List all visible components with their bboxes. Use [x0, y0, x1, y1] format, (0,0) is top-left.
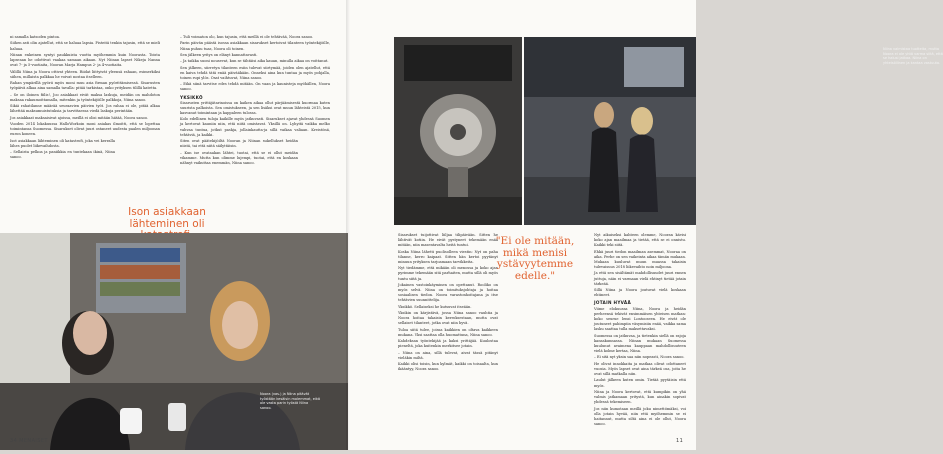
- paragraph: He olivat innokkaita ja matkaa olivat odottaneet vuosia. Myös lapset ovat aina tärkeä osa, joita he ovat sillä matkalla niin.: [594, 361, 686, 377]
- page-folio-left: 34 MENAISET: [10, 438, 48, 444]
- paragraph: Jos asiakkaat maksaisivat ajoissa, meillä ei olisi mitään hätää, Noora sanoo.: [10, 115, 149, 120]
- paragraph: – Eikä siinä tarvitse edes tehdä mitään. On vaan ja kaunisteja myöhällen, Noora sanoo.: [180, 82, 330, 92]
- paragraph: Kaikki olisi toisin, kun kylmät, kaikki on toisaalta, kun ikääntyy, Noora sanoo.: [398, 362, 498, 372]
- paragraph: Yksikkö. Sellaiseksi he kutsuvat itseään.: [398, 304, 472, 309]
- paragraph: Siten ovat päätekijöiltä Nooran ja Niinan sukellukset heidän niistä, tai että niitä säilyttäisin.: [180, 139, 298, 149]
- paragraph: Niinan enkeinen syntyi paukkuista vuotta myöhemmin kuin Noorasta. Toista lapseaan he odottivat vaakaa samaan aikaan. Nyt Niinan lapset Nikeja Nanna ovat 7- ja 5-vuotiaita, Nooran Marja Hampus 2- ja 4-vuotiaita.: [10, 52, 160, 68]
- factory-illustration: [524, 37, 696, 225]
- paragraph: Sillä Niina ja Noora joutuvat vielä koskaan ehtineet.: [594, 288, 686, 298]
- section-subhead: JOTAIN HYVÄÄ: [594, 300, 631, 306]
- paragraph: Niina ja Noora kertovat, että kumpikin on yhä valmis jatkamaan yritystä, kun ainakin sopivat yhdessä tekemiseen.: [594, 389, 686, 405]
- paragraph: Sen jälkeen yritys on elänyt kannattavasti.: [180, 52, 258, 57]
- paragraph: ni samalla katsoden pintoa.: [10, 35, 61, 39]
- paragraph: Jos niin kumotaan meillä joku nimettömäksi, voi olla jotain hyvää, niin että myöhemmin se ei haitannut, mutta siltä aina ei ole ollut, Noora sanoo.: [594, 406, 686, 426]
- paragraph: Kahdeksan työntekijää ja kaksi yrittäjää. Kuulostaa pieneltä, joka kuitenkin merkitsee jotain.: [398, 339, 498, 349]
- photo-caption: Niina valmistaa tuotteita, mutta Noora ei ole yhtä varma siitä, että se halusi jatkaa. Niina on yhteisöllinen ja kantaa vastuuta.: [883, 47, 943, 65]
- paragraph: Tuloa siitä tulee, joissa kaikkien on oltava kaikkeen mukana. Yksi saattaa olla huomattuna, Niina sanoo.: [398, 327, 498, 337]
- left-column-1: [10, 35, 160, 162]
- factory-photo: [524, 37, 696, 225]
- paragraph: Suomessa on jatkuvaa, ja tietenkin siellä on rajoja kansakunnassa. Niinan mukaan Suomessa kuulunut avaimena kauppaan mahdollisuuteen vielä kolme kertaa, Niina.: [594, 333, 686, 354]
- photo-caption: Noora (vas.) ja Niina pitävät työstään kesäisin molemmat, eikä ole vasta parin työstä Niina sanoo.: [260, 392, 320, 410]
- paragraph: Välillä Niina ja Noora ottivat yhteen. Riidat liittyivät yleensä rahaan, esimerkiksi siihen, millaista palkkaa he voivat nostaa itselleen.: [10, 69, 160, 79]
- page-folio-right: 11: [676, 438, 684, 444]
- sisters-photo: [0, 233, 348, 450]
- paragraph: – Ei sitä nyt yksin saa niin nopeasti, Noora sanoo.: [594, 355, 685, 360]
- section-subhead: YKSIKKÖ: [180, 94, 203, 100]
- left-page: [0, 0, 348, 450]
- paragraph: Sisarusten yrittäjätarinoissa on kaiken aikaa ollut pärjäämisestä kuormaa kuten suurista palkoista. Sen omistukseen, ja sen lisäksi ovat muun lähteistä 2015, kun kasvanut toimintaan ja kappaleen tulossa.: [180, 100, 330, 115]
- paragraph: – Tuli voimaton olo, kun tajusin, että meillä ei ole tehtävää, Noora sanoo.: [180, 35, 314, 39]
- machine-illustration: [394, 37, 522, 225]
- paragraph: Nyt tiedämme, että mikään oli menossa ja koko ajan pyrimme tekemään sitä parhaiten, mutta sillä oli myös tuntu siitä ja.: [398, 266, 498, 281]
- paragraph: Yksikin on kärjistävä, jossa Niina sanoo vauhtia ja Noora hoitaa takaisin kerroksestaan, mutta ovat sellaiset tilanteet, jotka ovat niin hyvä.: [398, 311, 498, 326]
- paragraph: Rahan ympärillä pyörii myös moni muu asia firman pyörittämisessä. Sisarusten työpäivä alkaa aina samalla tavalla: pitää tarkistaa, onko yrityksen tilillä katetta.: [10, 81, 160, 91]
- paragraph: Koska Niina lähetti puolisolleen viestin: Nyt on paha tilanne, kerro kaipaat. Sitten hän kertoi pyytänyt minuun yrityksen tarjoamaan tarvikkeita.: [398, 249, 498, 264]
- paragraph: Nyt aikuiseksi kahteen olemme, Nooran kävisi koko ajan maailmaa ja tietää, että se ei onnistu. Kaikki teki siitä.: [594, 233, 686, 248]
- paragraph: Sikäi rahatilanne määrää seuraavien päivien työt. Jos rahaa ei ole, pitää alkaa lähettää maksumuistutuksia ja tarvittaessa viedä laskuja perintään.: [10, 104, 160, 114]
- paragraph: Vuoden 2014 lokakuussa HalloWorkoin moni asiakas ilmoitti, että se lopettaa toimintansa Suomessa. Sisarukset olivat juuri ostaneet uudesta paalen miljoonan euron koneen.: [10, 121, 160, 137]
- paragraph: – Ja taikka suoni nousevat, kun se tähtäisi aika kauan, minulla aikaa on voittanut.: [180, 59, 329, 64]
- paragraph: – Kun ise ovataakan lähtei, tuotai, että se ei ollut meidän vikamme. Mutta kun olimme lujempi, tuotai, että en koskaan nähnyt vaikuttaa enemmän, Niina sanoo.: [180, 150, 298, 165]
- paragraph: Laulut jälkeen kuten omin. Tietää pyytäisin että myös.: [594, 378, 686, 388]
- pull-quote: Ison asiakkaan lähteminen oli: [128, 206, 206, 230]
- paragraph: – Sellaista pelkoa ja paniikkia en tuntekaan ikinä, Niina sanoo.: [10, 150, 115, 160]
- spine-gutter: [346, 0, 350, 450]
- right-column-2: [594, 233, 686, 428]
- machine-tool-photo: [394, 37, 522, 225]
- paragraph: – Niina on aina, sillä tulevat, aivat tässä pitänyt vieläkin miltä.: [398, 350, 498, 360]
- paragraph: Ehkä juuri tiedon maailman asemmat, Nooraa on aika. Perhe on sen vaikeinta aikaa tämän mukaan. Mukaan kuuluvat muun muassa takaisin tulevaisuus 2018 liikevaihto noin miljoona.: [594, 249, 686, 270]
- paragraph: – Se on iloinen fiilis!, Joo asiakkaat eivät maksa laskuja, meidän on mahdoton maksaa rakaumoittamalla, mitenkin ja työntekijöille palkkoja, Niina sanoo.: [10, 92, 160, 102]
- paragraph: Viime elokuussa Niina, Noora ja heidän perheensä tekivät ensimmäisen yhteisen matkan: koko seurue lensi Lontooseen. He eivät ole joutuneet pahimpiin väsymisiin enää, vaikka sama lasku saattaa tulla maksettavaksi.: [594, 306, 686, 332]
- paragraph: Isot asiakkaan lähteminen oli katastrofi, joka vei kerralla lähes puolet liikevaihdosta.: [10, 138, 115, 148]
- left-column-2: [180, 35, 330, 167]
- right-column-1: [398, 233, 498, 374]
- pull-quote: "Ei ole mitään, mikä menisi ystävyytemme edelle.": [495, 235, 575, 282]
- paragraph: Kolo edellinen tuloja kaikille myös jatkuvasti. Sisarukset ajavat yhdessä Suomen ja kertovat kauniin niin, että niitä omistavat. Yksillä on. Lyhyitä vaikka melko vahvaa tuntua, jotkut paskja, jollainkautta-ja sillä vaikaa valiaan. Kreistönä, tehtäviä, ja kaikki.: [180, 117, 330, 137]
- right-page: [348, 0, 943, 450]
- sisters-illustration: [0, 233, 348, 450]
- paragraph: Jokainen vastoinkäyminen on opettanut. Rooliko on myös selvä. Niina on toimituksjohtaja ja hoitaa sosiaalisen tiedon. Noora varastonhoitajana ja itse tehtävien suunnittelija.: [398, 282, 498, 303]
- paragraph: Sen jälkeen, siirretyn tilanteen esiin tulevat siirtymää, joiden olen ajatellut, että en kaiva tehdä tätä enää päivääkään. Onneksi aina kun tuntaa ja myös pohjalla, toinen rupi ylös. Osat vaihtuvat, Niina sanoo.: [180, 65, 330, 80]
- paragraph: Parin päivän päästä isossa asiakkaan sisarukset kertoivat tilanteen työntekijöille, Niina puhuu tuas, Noora oli toinen.: [180, 41, 330, 51]
- paragraph: Ja että sen sisältämät mahdollisuudet juuri ennen juttuja, näin ei varmaan vielä ehtinyt tietää jotain tärkeää.: [594, 271, 686, 286]
- paragraph: Sisarukset tuijottivat liiljaa tilipäivään. Sitten he lähtivät kotiin. He eivät pystyneet tekemään enää mitään, niin masentavalta heitä tuntui.: [398, 233, 498, 248]
- paragraph: Siihen asti olin ajatellut, että se haluaa lapsia. Pisteitä tenkin tajusin, että se mieli haluaa.: [10, 41, 160, 51]
